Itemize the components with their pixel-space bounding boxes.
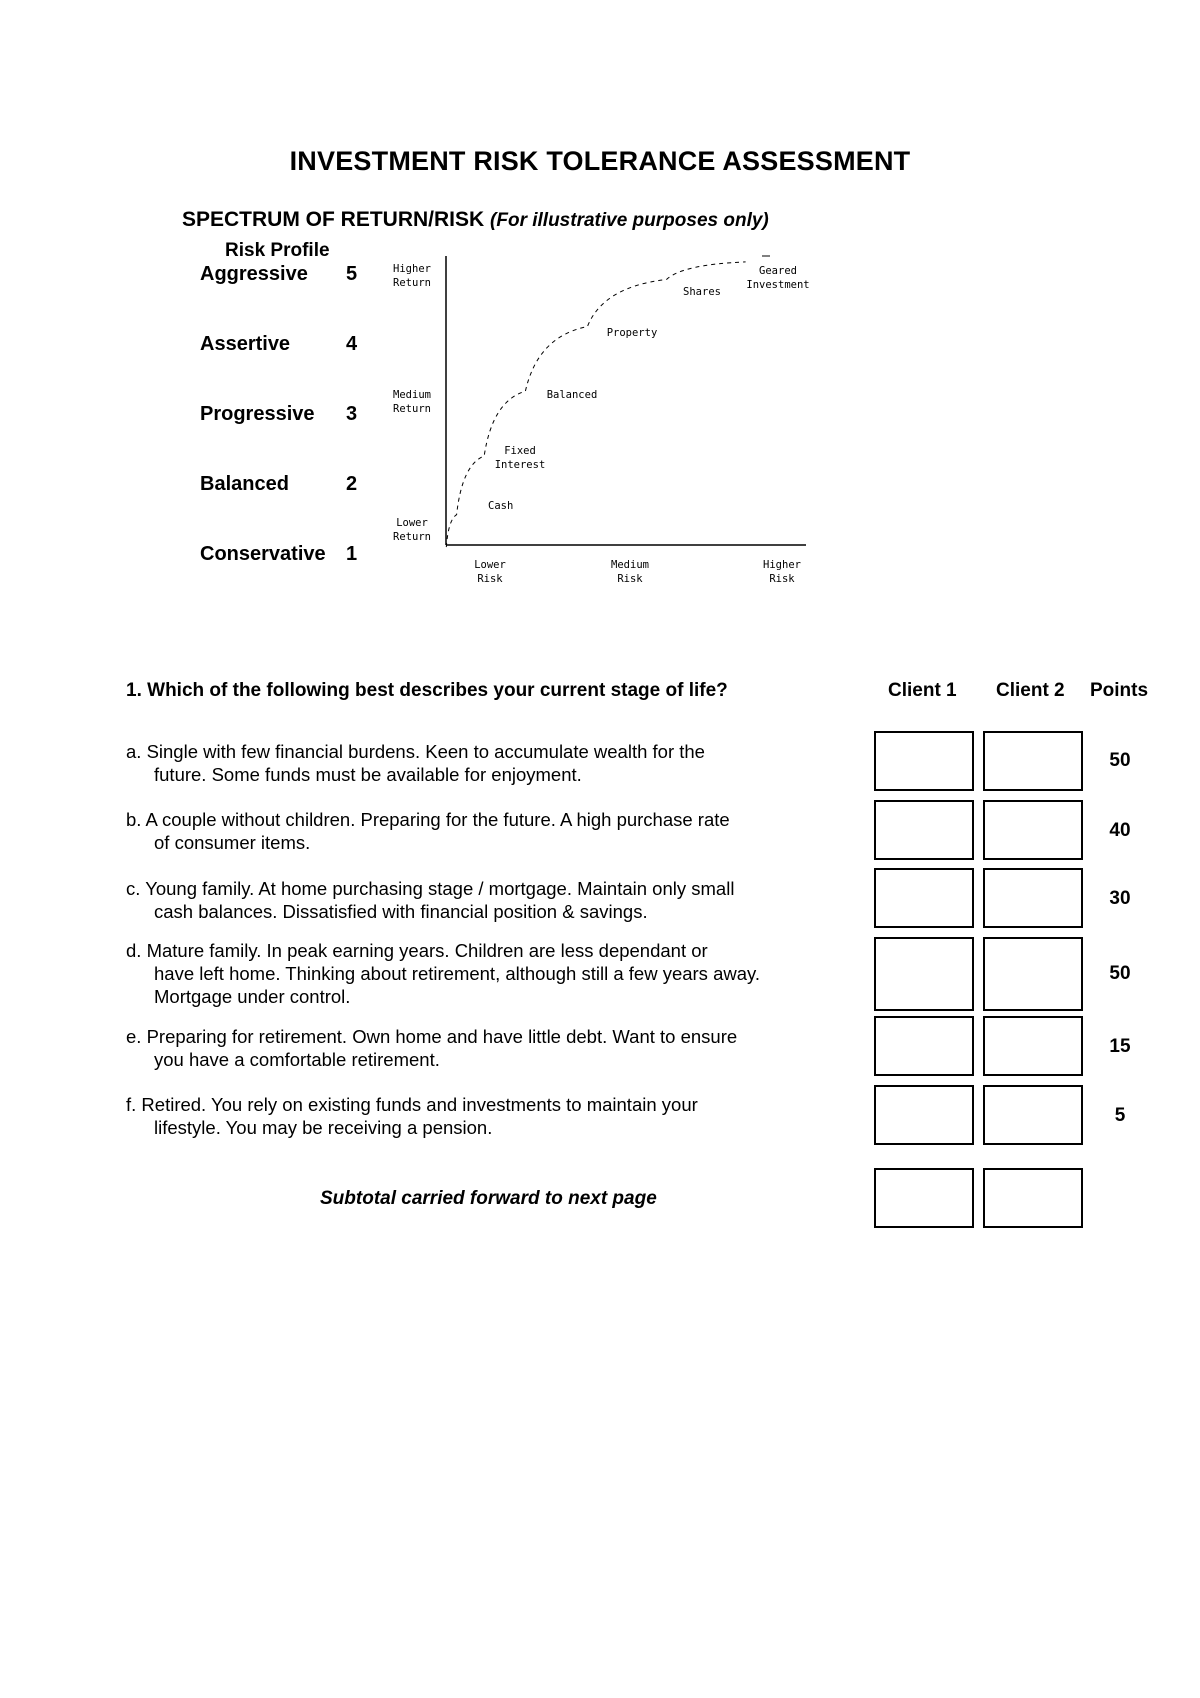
profile-balanced-score: 2 [346,473,358,495]
curve-label-shares: Shares [683,286,721,298]
option-e-points: 15 [1109,1036,1131,1057]
col-client1-header: Client 1 [888,680,957,701]
option-f-line1: f. Retired. You rely on existing funds and investments to maintain your [126,1094,698,1115]
page-title: INVESTMENT RISK TOLERANCE ASSESSMENT [289,146,911,176]
option-a-line2: future. Some funds must be available for enjoyment. [154,764,582,785]
option-b-text [126,808,828,854]
option-a-client2-box[interactable] [983,731,1083,791]
col-client2-header: Client 2 [996,680,1065,701]
option-a-points: 50 [1109,750,1131,771]
option-f-points: 5 [1114,1105,1126,1126]
x-label-medium-1: Medium [611,559,649,571]
curve-label-property: Property [606,327,658,339]
option-d-text [126,939,828,1008]
option-e-text [126,1025,828,1071]
option-a-line1: a. Single with few financial burdens. Keen to accumulate wealth for the [126,741,705,762]
curve-label-geared-2: Investment [746,279,810,291]
profile-progressive-label: Progressive [200,403,315,425]
option-e-line1: e. Preparing for retirement. Own home and have little debt. Want to ensure [126,1026,738,1047]
subtotal-client1-box[interactable] [874,1168,974,1228]
y-label-higher-1: Higher [393,263,431,275]
option-e-line2: you have a comfortable retirement. [154,1049,440,1070]
option-c-client2-box[interactable] [983,868,1083,928]
option-d-points: 50 [1109,963,1131,984]
option-b-client2-box[interactable] [983,800,1083,860]
y-label-medium-1: Medium [393,389,431,401]
question-text: Which of the following best describes your current stage of life? [147,680,728,701]
option-c-client1-box[interactable] [874,868,974,928]
x-label-lower-2: Risk [477,573,503,585]
x-label-higher-1: Higher [763,559,801,571]
option-d-line3: Mortgage under control. [154,986,351,1007]
profile-conservative-label: Conservative [200,543,326,565]
option-a-text [126,740,828,786]
option-c-line2: cash balances. Dissatisfied with financial position & savings. [154,901,648,922]
curve-label-fixed-2: Interest [494,459,546,471]
curve-label-geared-1: Geared [759,265,797,277]
option-e-client1-box[interactable] [874,1016,974,1076]
option-f-text [126,1093,828,1139]
spectrum-heading-text: SPECTRUM OF RETURN/RISK [182,208,485,231]
curve-label-cash: Cash [488,500,514,512]
option-c-points: 30 [1109,888,1131,909]
question-number: 1. [126,680,142,701]
question-1-heading [126,680,728,702]
option-b-points: 40 [1109,820,1131,841]
option-d-line2: have left home. Thinking about retirement, although still a few years away. [154,963,761,984]
profile-aggressive-score: 5 [346,263,358,285]
option-c-text [126,877,828,923]
option-c-line1: c. Young family. At home purchasing stage / mortgage. Maintain only small [126,878,735,899]
option-f-line2: lifestyle. You may be receiving a pension. [154,1117,493,1138]
risk-profile-heading: Risk Profile [225,240,330,261]
spectrum-note: (For illustrative purposes only) [490,210,769,231]
x-label-higher-2: Risk [769,573,795,585]
y-label-higher-2: Return [393,277,431,289]
profile-aggressive-label: Aggressive [200,263,308,285]
y-label-lower-2: Return [393,531,431,543]
subtotal-client2-box[interactable] [983,1168,1083,1228]
option-b-line1: b. A couple without children. Preparing for the future. A high purchase rate [126,809,730,830]
option-b-line2: of consumer items. [154,832,311,853]
x-label-lower-1: Lower [474,559,506,571]
profile-assertive-label: Assertive [200,333,291,355]
profile-assertive-score: 4 [346,333,358,355]
profile-progressive-score: 3 [346,403,358,425]
option-d-client1-box[interactable] [874,937,974,1011]
y-label-medium-2: Return [393,403,431,415]
x-label-medium-2: Risk [617,573,643,585]
option-d-client2-box[interactable] [983,937,1083,1011]
y-label-lower-1: Lower [396,517,428,529]
subtotal-label: Subtotal carried forward to next page [320,1188,657,1209]
profile-conservative-score: 1 [346,543,358,565]
profile-balanced-label: Balanced [200,473,289,495]
curve-label-fixed-1: Fixed [504,445,536,457]
option-f-client1-box[interactable] [874,1085,974,1145]
spectrum-heading [182,208,769,232]
option-f-client2-box[interactable] [983,1085,1083,1145]
option-d-line1: d. Mature family. In peak earning years. Children are less dependant or [126,940,708,961]
col-points-header: Points [1090,680,1149,701]
option-b-client1-box[interactable] [874,800,974,860]
risk-return-chart [380,250,820,590]
option-e-client2-box[interactable] [983,1016,1083,1076]
curve-label-balanced: Balanced [546,389,598,401]
option-a-client1-box[interactable] [874,731,974,791]
